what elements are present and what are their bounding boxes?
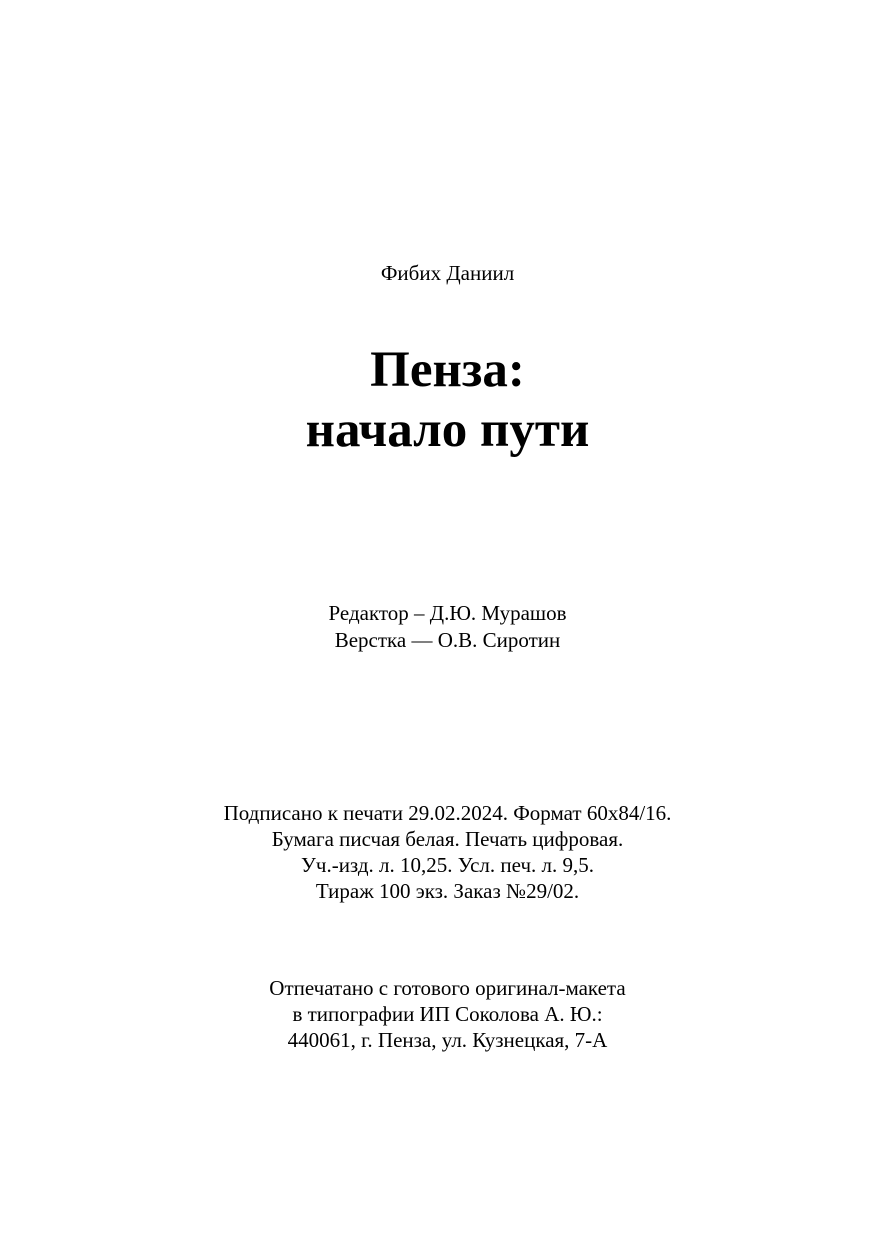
editor-credit: Редактор – Д.Ю. Мурашов: [328, 601, 567, 625]
layout-credit: Верстка — О.В. Сиротин: [334, 628, 561, 652]
author-name: [0, 259, 875, 287]
imprint-run-line: Тираж 100 экз. Заказ №29/02.: [315, 879, 580, 903]
printer-info: [0, 975, 875, 1053]
book-title-line-1: Пенза:: [370, 342, 525, 398]
imprint-signed-line: Подписано к печати 29.02.2024. Формат 60х84/16.: [223, 801, 672, 825]
printer-line-1: Отпечатано с готового оригинал-макета: [269, 976, 626, 1000]
author-name-text: Фибих Даниил: [380, 261, 515, 285]
credits: [0, 600, 875, 654]
imprint-paper-line: Бумага писчая белая. Печать цифровая.: [271, 827, 624, 851]
book-title-line-2: начало пути: [305, 402, 590, 458]
printer-line-2: в типографии ИП Соколова А. Ю.:: [292, 1002, 603, 1026]
book-title: [0, 340, 875, 460]
imprint-sheets-line: Уч.-изд. л. 10,25. Усл. печ. л. 9,5.: [301, 853, 594, 877]
printer-address: 440061, г. Пенза, ул. Кузнецкая, 7-А: [287, 1028, 608, 1052]
imprint-details: [0, 800, 875, 904]
